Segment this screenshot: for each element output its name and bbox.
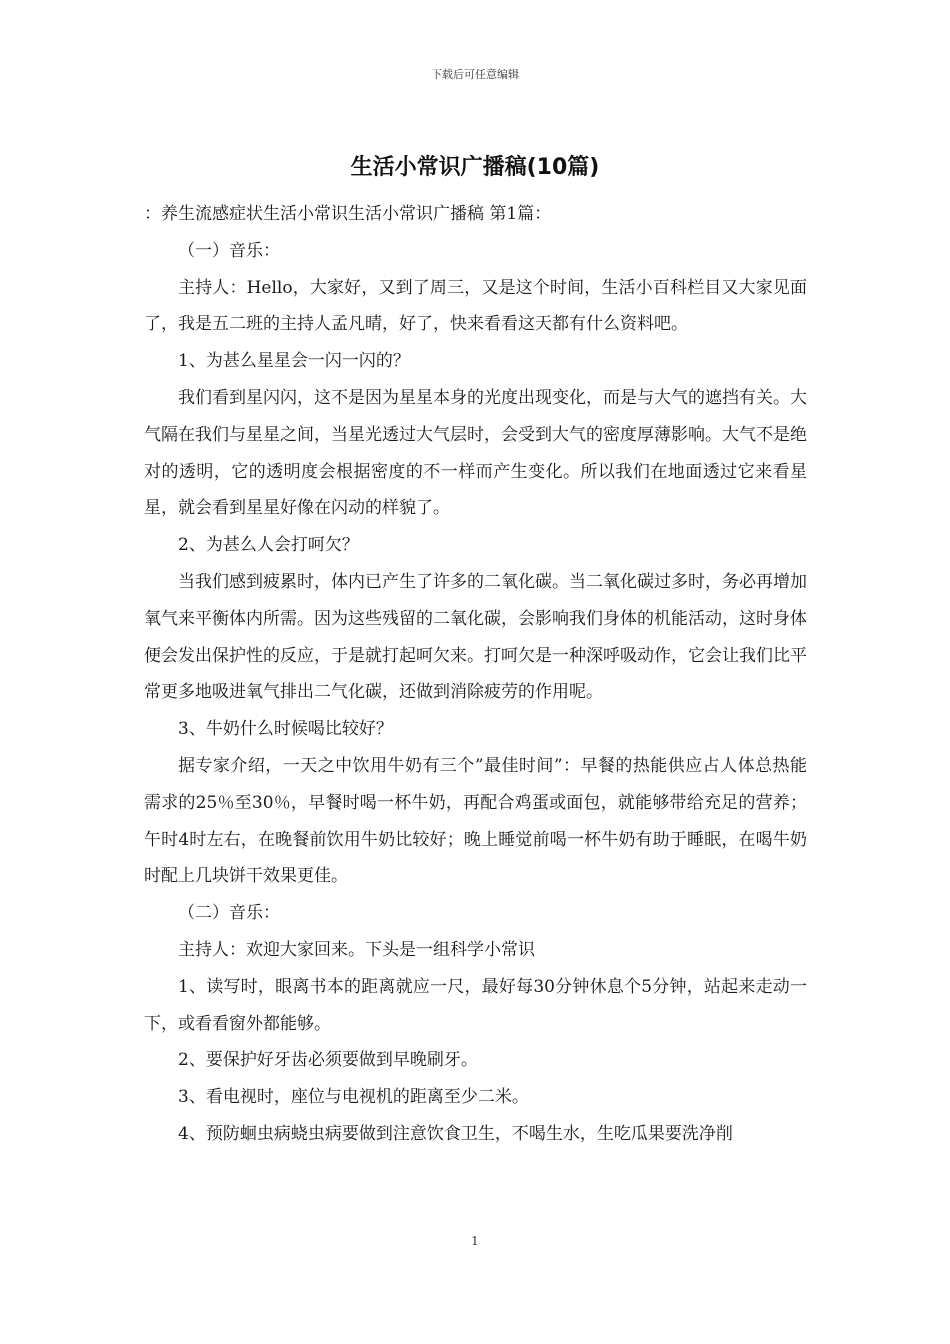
list-item: 3、看电视时，座位与电视机的距离至少二米。 <box>178 1087 529 1108</box>
question-heading: 2、为甚么人会打呵欠？ <box>178 535 359 556</box>
paragraph: 主持人：Hello，大家好，又到了周三，又是这个时间，生活小百科栏目又大家见面了，我是五二班的主持人孟凡晴，好了，快来看看这天都有什么资料吧。 <box>144 277 807 335</box>
list-item: 4、预防蛔虫病蛲虫病要做到注意饮食卫生，不喝生水，生吃瓜果要洗净削 <box>178 1123 733 1144</box>
list-item: 2、要保护好牙齿必须要做到早晚刷牙。 <box>178 1050 478 1071</box>
header-note: 下载后可任意编辑 <box>431 68 519 81</box>
document-title: 生活小常识广播稿(10篇) <box>350 155 600 180</box>
paragraph: ：养生流感症状生活小常识生活小常识广播稿 第1篇： <box>144 204 552 224</box>
question-heading: 1、为甚么星星会一闪一闪的？ <box>178 351 410 372</box>
list-item: 1、读写时，眼离书本的距离就应一尺，最好每30分钟休息个5分钟，站起来走动一下，或看看窗外都能够。 <box>144 976 807 1034</box>
question-heading: 3、牛奶什么时候喝比较好？ <box>178 719 393 740</box>
paragraph: 主持人：欢迎大家回来。下头是一组科学小常识 <box>178 939 535 960</box>
paragraph: 据专家介绍，一天之中饮用牛奶有三个”最佳时间”：早餐的热能供应占人体总热能需求的25％至30％，早餐时喝一杯牛奶，再配合鸡蛋或面包，就能够带给充足的营养；午时4时左右，在晚餐前饮用牛奶比较好；晚上睡觉前喝一杯牛奶有助于睡眠，在喝牛奶时配上几块饼干效果更佳。 <box>144 755 807 887</box>
section-heading: （二）音乐： <box>178 903 280 924</box>
section-heading: （一）音乐： <box>178 240 280 261</box>
paragraph: 当我们感到疲累时，体内已产生了许多的二氧化碳。当二氧化碳过多时，务必再增加氧气来平衡体内所需。因为这些残留的二氧化碳，会影响我们身体的机能活动，这时身体便会发出保护性的反应，于是就打起呵欠来。打呵欠是一种深呼吸动作，它会让我们比平常更多地吸进氧气排出二气化碳，还做到消除疲劳的作用呢。 <box>144 571 807 703</box>
document-body <box>144 196 807 1153</box>
paragraph: 我们看到星闪闪，这不是因为星星本身的光度出现变化，而是与大气的遮挡有关。大气隔在我们与星星之间，当星光透过大气层时，会受到大气的密度厚薄影响。大气不是绝对的透明，它的透明度会根据密度的不一样而产生变化。所以我们在地面透过它来看星星，就会看到星星好像在闪动的样貌了。 <box>144 387 807 519</box>
page-number: 1 <box>471 1234 479 1248</box>
